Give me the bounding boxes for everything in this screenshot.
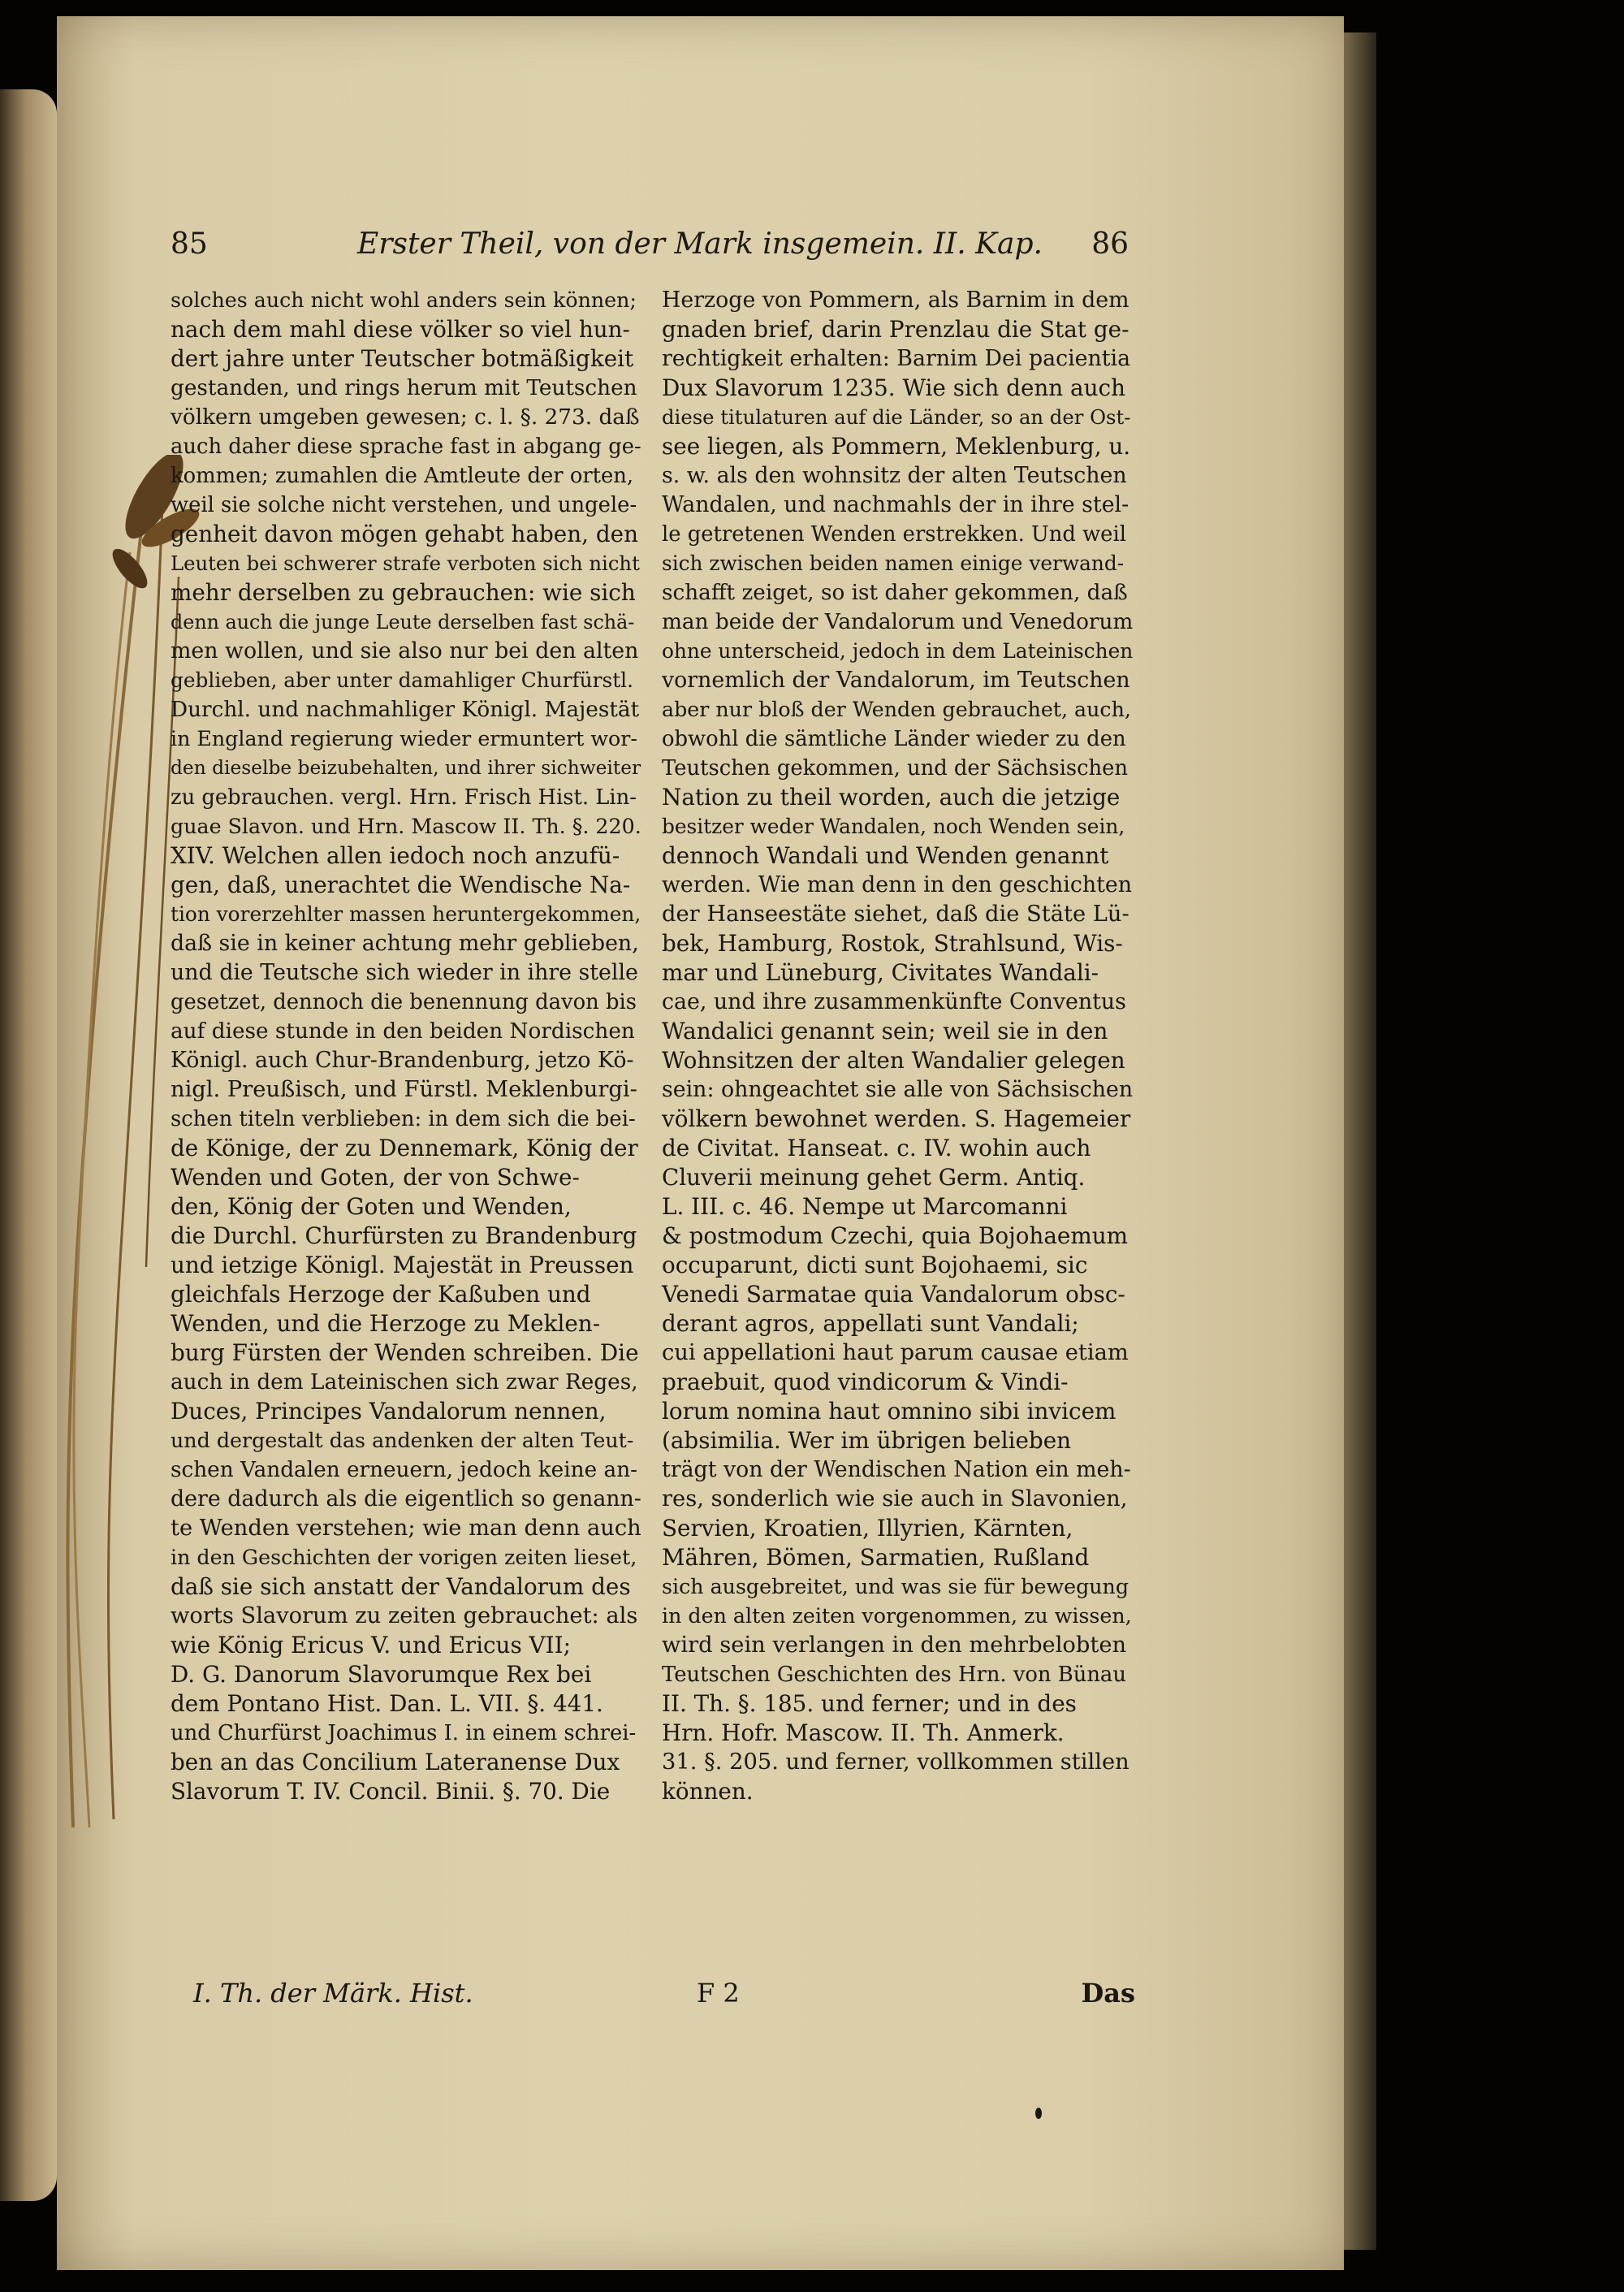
text-line: und Churfürst Joachimus I. in einem schrei- xyxy=(171,1721,637,1745)
text-line: in England regierung wieder ermuntert wor- xyxy=(171,727,637,750)
text-line: Slavorum T. IV. Concil. Binii. §. 70. Die xyxy=(171,1778,611,1805)
text-line: schen titeln verblieben: in dem sich die bei- xyxy=(171,1107,636,1131)
text-line: können. xyxy=(662,1778,754,1805)
text-line: der Hanseestäte siehet, daß die Stäte Lü- xyxy=(662,902,1129,927)
text-line: Hrn. Hofr. Mascow. II. Th. Anmerk. xyxy=(662,1719,1065,1746)
text-line: sich zwischen beiden namen einige verwand- xyxy=(662,551,1125,575)
text-line: schafft zeiget, so ist daher gekommen, daß xyxy=(662,581,1128,605)
text-line: praebuit, quod vindicorum & Vindi- xyxy=(662,1369,1069,1395)
text-line: Wandalici genannt sein; weil sie in den xyxy=(662,1018,1108,1044)
text-line: trägt von der Wendischen Nation ein meh- xyxy=(662,1457,1131,1482)
page-number-right: 86 xyxy=(1091,227,1129,261)
text-line: in den alten zeiten vorgenommen, zu wissen, xyxy=(662,1604,1132,1628)
page-number-left: 85 xyxy=(171,227,208,261)
text-line: Herzoge von Pommern, als Barnim in dem xyxy=(662,288,1129,313)
text-line: dem Pontano Hist. Dan. L. VII. §. 441. xyxy=(171,1690,603,1717)
text-line: gestanden, und rings herum mit Teutschen xyxy=(171,376,637,400)
text-line: Venedi Sarmatae quia Vandalorum obsc- xyxy=(662,1281,1125,1308)
text-line: de Civitat. Hanseat. c. IV. wohin auch xyxy=(662,1135,1091,1161)
text-line: lorum nomina haut omnino sibi invicem xyxy=(662,1398,1116,1425)
text-line: Servien, Kroatien, Illyrien, Kärnten, xyxy=(662,1515,1073,1542)
text-line: besitzer weder Wandalen, noch Wenden sein, xyxy=(662,815,1125,838)
text-line: weil sie solche nicht verstehen, und ungele- xyxy=(171,493,637,517)
text-line: derant agros, appellati sunt Vandali; xyxy=(662,1310,1079,1337)
text-line: Leuten bei schwerer strafe verboten sich nicht xyxy=(171,551,640,575)
text-line: Mähren, Bömen, Sarmatien, Rußland xyxy=(662,1544,1090,1571)
text-line: de Könige, der zu Dennemark, König der xyxy=(171,1135,638,1161)
text-line: D. G. Danorum Slavorumque Rex bei xyxy=(171,1661,592,1688)
signature-title: I. Th. der Märk. Hist. xyxy=(193,1978,473,2009)
text-line: denn auch die junge Leute derselben fast schä- xyxy=(171,611,635,634)
text-line: (absimilia. Wer im übrigen belieben xyxy=(662,1427,1072,1454)
text-line: Wenden und Goten, der von Schwe- xyxy=(171,1164,580,1191)
text-line: cae, und ihre zusammenkünfte Conventus xyxy=(662,989,1126,1014)
text-line: in den Geschichten der vorigen zeiten lieset, xyxy=(171,1546,637,1569)
text-line: diese titulaturen auf die Länder, so an der Ost- xyxy=(662,405,1131,429)
text-line: 31. §. 205. und ferner, vollkommen stillen xyxy=(662,1749,1129,1775)
text-line: bek, Hamburg, Rostok, Strahlsund, Wis- xyxy=(662,930,1123,957)
text-line: Nation zu theil worden, auch die jetzige xyxy=(662,784,1121,811)
running-header xyxy=(171,227,1129,276)
text-line: men wollen, und sie also nur bei den alten xyxy=(171,638,639,664)
text-column-left xyxy=(171,286,641,1806)
text-line: cui appellationi haut parum causae etiam xyxy=(662,1340,1129,1365)
text-line: vornemlich der Vandalorum, im Teutschen xyxy=(662,668,1130,693)
text-line: wird sein verlangen in den mehrbelobten xyxy=(662,1633,1127,1658)
book-right-edge xyxy=(1344,32,1376,2250)
text-line: nigl. Preußisch, und Fürstl. Meklenburgi- xyxy=(171,1077,637,1102)
text-line: & postmodum Czechi, quia Bojohaemum xyxy=(662,1222,1128,1249)
ink-speck xyxy=(1035,2108,1042,2119)
text-line: s. w. als den wohnsitz der alten Teutschen xyxy=(662,463,1127,488)
text-line: burg Fürsten der Wenden schreiben. Die xyxy=(171,1339,639,1366)
text-line: Cluverii meinung gehet Germ. Antiq. xyxy=(662,1164,1086,1191)
text-line: Dux Slavorum 1235. Wie sich denn auch xyxy=(662,374,1125,401)
text-line: auch daher diese sprache fast in abgang ge- xyxy=(171,435,641,459)
text-line: und ietzige Königl. Majestät in Preussen xyxy=(171,1252,634,1278)
text-line: und die Teutsche sich wieder in ihre stelle xyxy=(171,960,638,985)
text-line: dennoch Wandali und Wenden genannt xyxy=(662,842,1109,869)
text-line: sein: ohngeachtet sie alle von Sächsischen xyxy=(662,1077,1134,1102)
text-line: genheit davon mögen gehabt haben, den xyxy=(171,521,638,547)
text-line: daß sie in keiner achtung mehr geblieben, xyxy=(171,931,639,956)
text-line: guae Slavon. und Hrn. Mascow II. Th. §. 220. xyxy=(171,815,641,838)
text-line: schen Vandalen erneuern, jedoch keine an- xyxy=(171,1458,638,1482)
text-line: Teutschen gekommen, und der Sächsischen xyxy=(662,756,1129,781)
text-line: Wandalen, und nachmahls der in ihre stel- xyxy=(662,492,1129,517)
text-line: gnaden brief, darin Prenzlau die Stat ge- xyxy=(662,316,1129,343)
text-line: Wohnsitzen der alten Wandalier gelegen xyxy=(662,1047,1125,1074)
text-line: aber nur bloß der Wenden gebrauchet, auch, xyxy=(662,698,1131,721)
text-line: ohne unterscheid, jedoch in dem Lateinischen xyxy=(662,639,1134,663)
text-line: Königl. auch Chur-Brandenburg, jetzo Kö- xyxy=(171,1048,634,1073)
text-line: occuparunt, dicti sunt Bojohaemi, sic xyxy=(662,1252,1088,1278)
text-line: nach dem mahl diese völker so viel hun- xyxy=(171,316,630,343)
text-line: gleichfals Herzoge der Kaßuben und xyxy=(171,1281,591,1308)
text-line: völkern umgeben gewesen; c. l. §. 273. daß xyxy=(171,405,640,430)
text-line: Wenden, und die Herzoge zu Meklen- xyxy=(171,1310,601,1337)
text-line: II. Th. §. 185. und ferner; und in des xyxy=(662,1690,1077,1717)
text-line: solches auch nicht wohl anders sein können; xyxy=(171,288,637,312)
text-line: rechtigkeit erhalten: Barnim Dei pacientia xyxy=(662,346,1131,371)
text-line: daß sie sich anstatt der Vandalorum des xyxy=(171,1573,631,1600)
text-line: mar und Lüneburg, Civitates Wandali- xyxy=(662,959,1099,986)
text-line: see liegen, als Pommern, Meklenburg, u. xyxy=(662,433,1131,460)
text-line: XIV. Welchen allen iedoch noch anzufü- xyxy=(171,842,620,869)
text-column-right xyxy=(662,286,1133,1806)
text-line: wie König Ericus V. und Ericus VII; xyxy=(171,1632,571,1658)
text-line: sich ausgebreitet, und was sie für bewegung xyxy=(662,1575,1129,1598)
text-line: geblieben, aber unter damahliger Churfürstl. xyxy=(171,668,633,692)
text-line: res, sonderlich wie sie auch in Slavonien, xyxy=(662,1486,1128,1511)
text-line: auch in dem Lateinischen sich zwar Reges, xyxy=(171,1370,638,1395)
text-line: kommen; zumahlen die Amtleute der orten, xyxy=(171,464,634,488)
text-line: worts Slavorum zu zeiten gebrauchet: als xyxy=(171,1603,638,1628)
text-line: L. III. c. 46. Nempe ut Marcomanni xyxy=(662,1193,1068,1220)
catchword: Das xyxy=(1081,1978,1135,2009)
text-line: den, König der Goten und Wenden, xyxy=(171,1193,572,1220)
text-line: völkern bewohnet werden. S. Hagemeier xyxy=(662,1105,1131,1132)
running-title: Erster Theil, von der Mark insgemein. II. Kap. xyxy=(357,227,1043,261)
text-line: te Wenden verstehen; wie man denn auch xyxy=(171,1516,641,1541)
text-line: auf diese stunde in den beiden Nordischen xyxy=(171,1019,635,1044)
text-line: man beide der Vandalorum und Venedorum xyxy=(662,610,1134,634)
text-line: ben an das Concilium Lateranense Dux xyxy=(171,1749,620,1775)
text-line: Durchl. und nachmahliger Königl. Majestät xyxy=(171,698,640,722)
text-line: dert jahre unter Teutscher botmäßigkeit xyxy=(171,345,634,372)
text-line: werden. Wie man denn in den geschichten xyxy=(662,872,1133,897)
text-line: tion vorerzehlter massen heruntergekommen, xyxy=(171,902,641,926)
signature-mark: F 2 xyxy=(697,1978,740,2009)
text-line: gesetzet, dennoch die benennung davon bis xyxy=(171,990,637,1014)
text-line: und dergestalt das andenken der alten Teut- xyxy=(171,1429,634,1452)
text-line: gen, daß, unerachtet die Wendische Na- xyxy=(171,871,631,898)
text-line: die Durchl. Churfürsten zu Brandenburg xyxy=(171,1222,637,1249)
text-line: le getretenen Wenden erstrekken. Und weil xyxy=(662,522,1126,547)
text-line: Duces, Principes Vandalorum nennen, xyxy=(171,1398,607,1425)
page-footer xyxy=(193,1978,1135,2018)
text-line: obwohl die sämtliche Länder wieder zu den xyxy=(662,727,1126,751)
text-line: mehr derselben zu gebrauchen: wie sich xyxy=(171,579,636,606)
text-line: den dieselbe beizubehalten, und ihrer sichweiter xyxy=(171,757,641,779)
text-line: dere dadurch als die eigentlich so genann- xyxy=(171,1486,641,1511)
text-line: Teutschen Geschichten des Hrn. von Bünau xyxy=(662,1663,1126,1687)
text-line: zu gebrauchen. vergl. Hrn. Frisch Hist. Lin- xyxy=(171,785,637,810)
